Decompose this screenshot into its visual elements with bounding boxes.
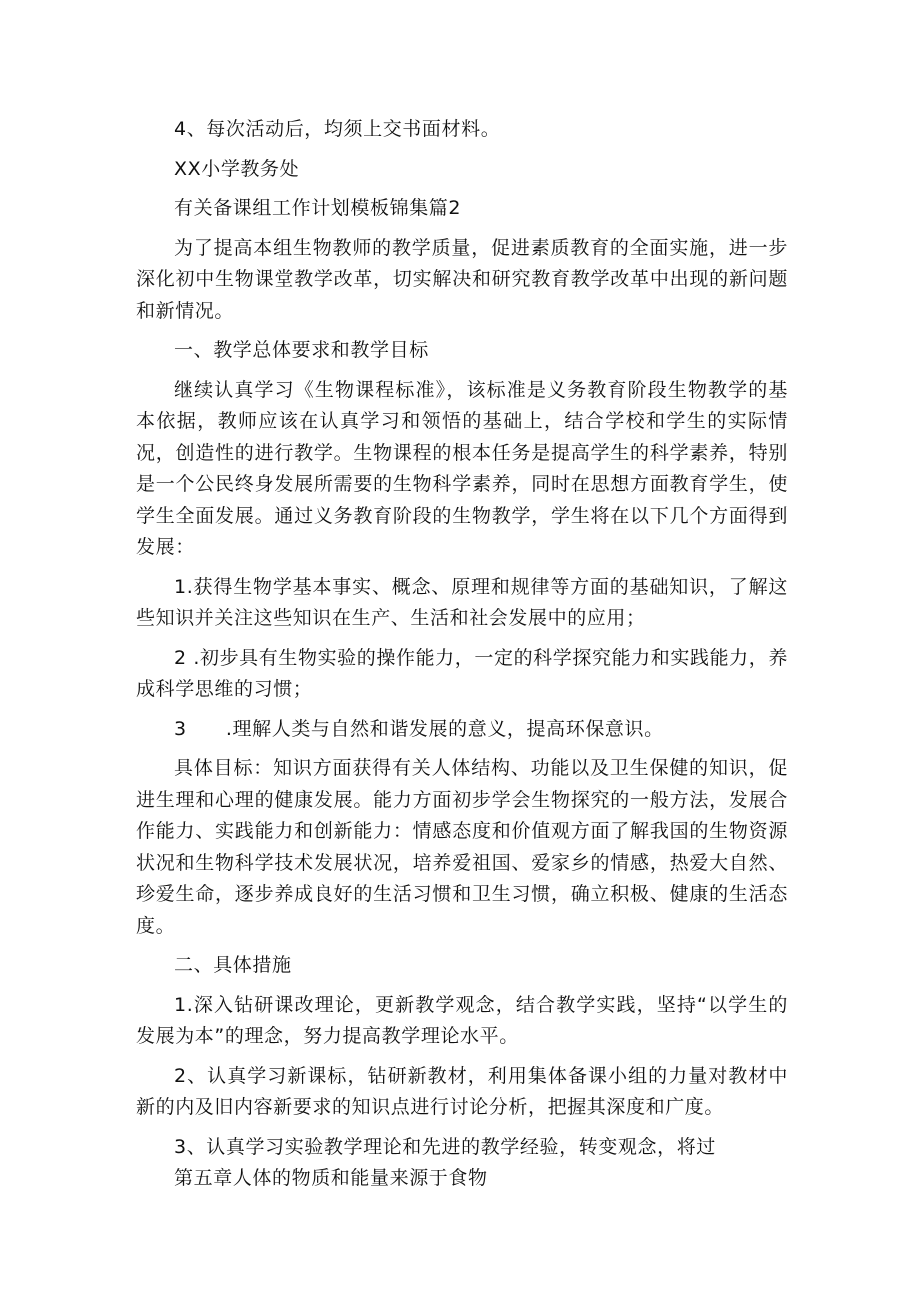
paragraph-curriculum-standard: 继续认真学习《生物课程标准》，该标准是义务教育阶段生物教学的基本依据，教师应该在认真学习和领悟的基础上，结合学校和学生的实际情况，创造性的进行教学。生物课程的根本任务是提高学生的科学素养，特别是一个公民终身发展所需要的生物科学素养，同时在思想方面教育学生，使学生全面发展。通过义务教育阶段的生物教学，学生将在以下几个方面得到发展：	[136, 378, 788, 558]
document-body	[136, 114, 788, 1195]
heading-teaching-goals: 一、教学总体要求和教学目标	[174, 339, 429, 361]
paragraph-goal-3: 3 .理解人类与自然和谐发展的意义，提高环保意识。	[174, 717, 664, 740]
paragraph-specific-goals: 具体目标：知识方面获得有关人体结构、功能以及卫生保健的知识，促进生理和心理的健康发展。能力方面初步学会生物探究的一般方法，发展合作能力、实践能力和创新能力：情感态度和价值观方面了解我国的生物资源状况和生物科学技术发展状况，培养爱祖国、爱家乡的情感，热爱大自然、珍爱生命，逐步养成良好的生活习惯和卫生习惯，确立积极、健康的生活态度。	[136, 757, 788, 937]
paragraph-measure-1: 1.深入钻研课改理论，更新教学观念，结合教学实践，坚持“以学生的发展为本”的理念，努力提高教学理论水平。	[136, 993, 788, 1047]
paragraph-goal-2: 2 .初步具有生物实验的操作能力，一定的科学探究能力和实践能力，养成科学思维的习惯；	[136, 646, 788, 700]
heading-measures: 二、具体措施	[174, 954, 292, 976]
paragraph-activity-materials: 4、每次活动后，均须上交书面材料。	[174, 118, 501, 140]
paragraph-intro: 为了提高本组生物教师的教学质量，促进素质教育的全面实施，进一步深化初中生物课堂教学改革，切实解决和研究教育教学改革中出现的新问题和新情况。	[136, 236, 788, 322]
section-title: 有关备课组工作计划模板锦集篇2	[174, 197, 462, 219]
paragraph-school-office: XX小学教务处	[174, 157, 300, 180]
paragraph-measure-2: 2、认真学习新课标，钻研新教材，利用集体备课小组的力量对教材中新的内及旧内容新要求的知识点进行讨论分析，把握其深度和广度。	[136, 1064, 788, 1118]
paragraph-measure-3: 3、认真学习实验教学理论和先进的教学经验，转变观念，将过	[174, 1135, 716, 1158]
paragraph-goal-1: 1.获得生物学基本事实、概念、原理和规律等方面的基础知识，了解这些知识并关注这些知识在生产、生活和社会发展中的应用；	[136, 575, 788, 629]
chapter-title: 第五章人体的物质和能量来源于食物	[174, 1167, 488, 1189]
